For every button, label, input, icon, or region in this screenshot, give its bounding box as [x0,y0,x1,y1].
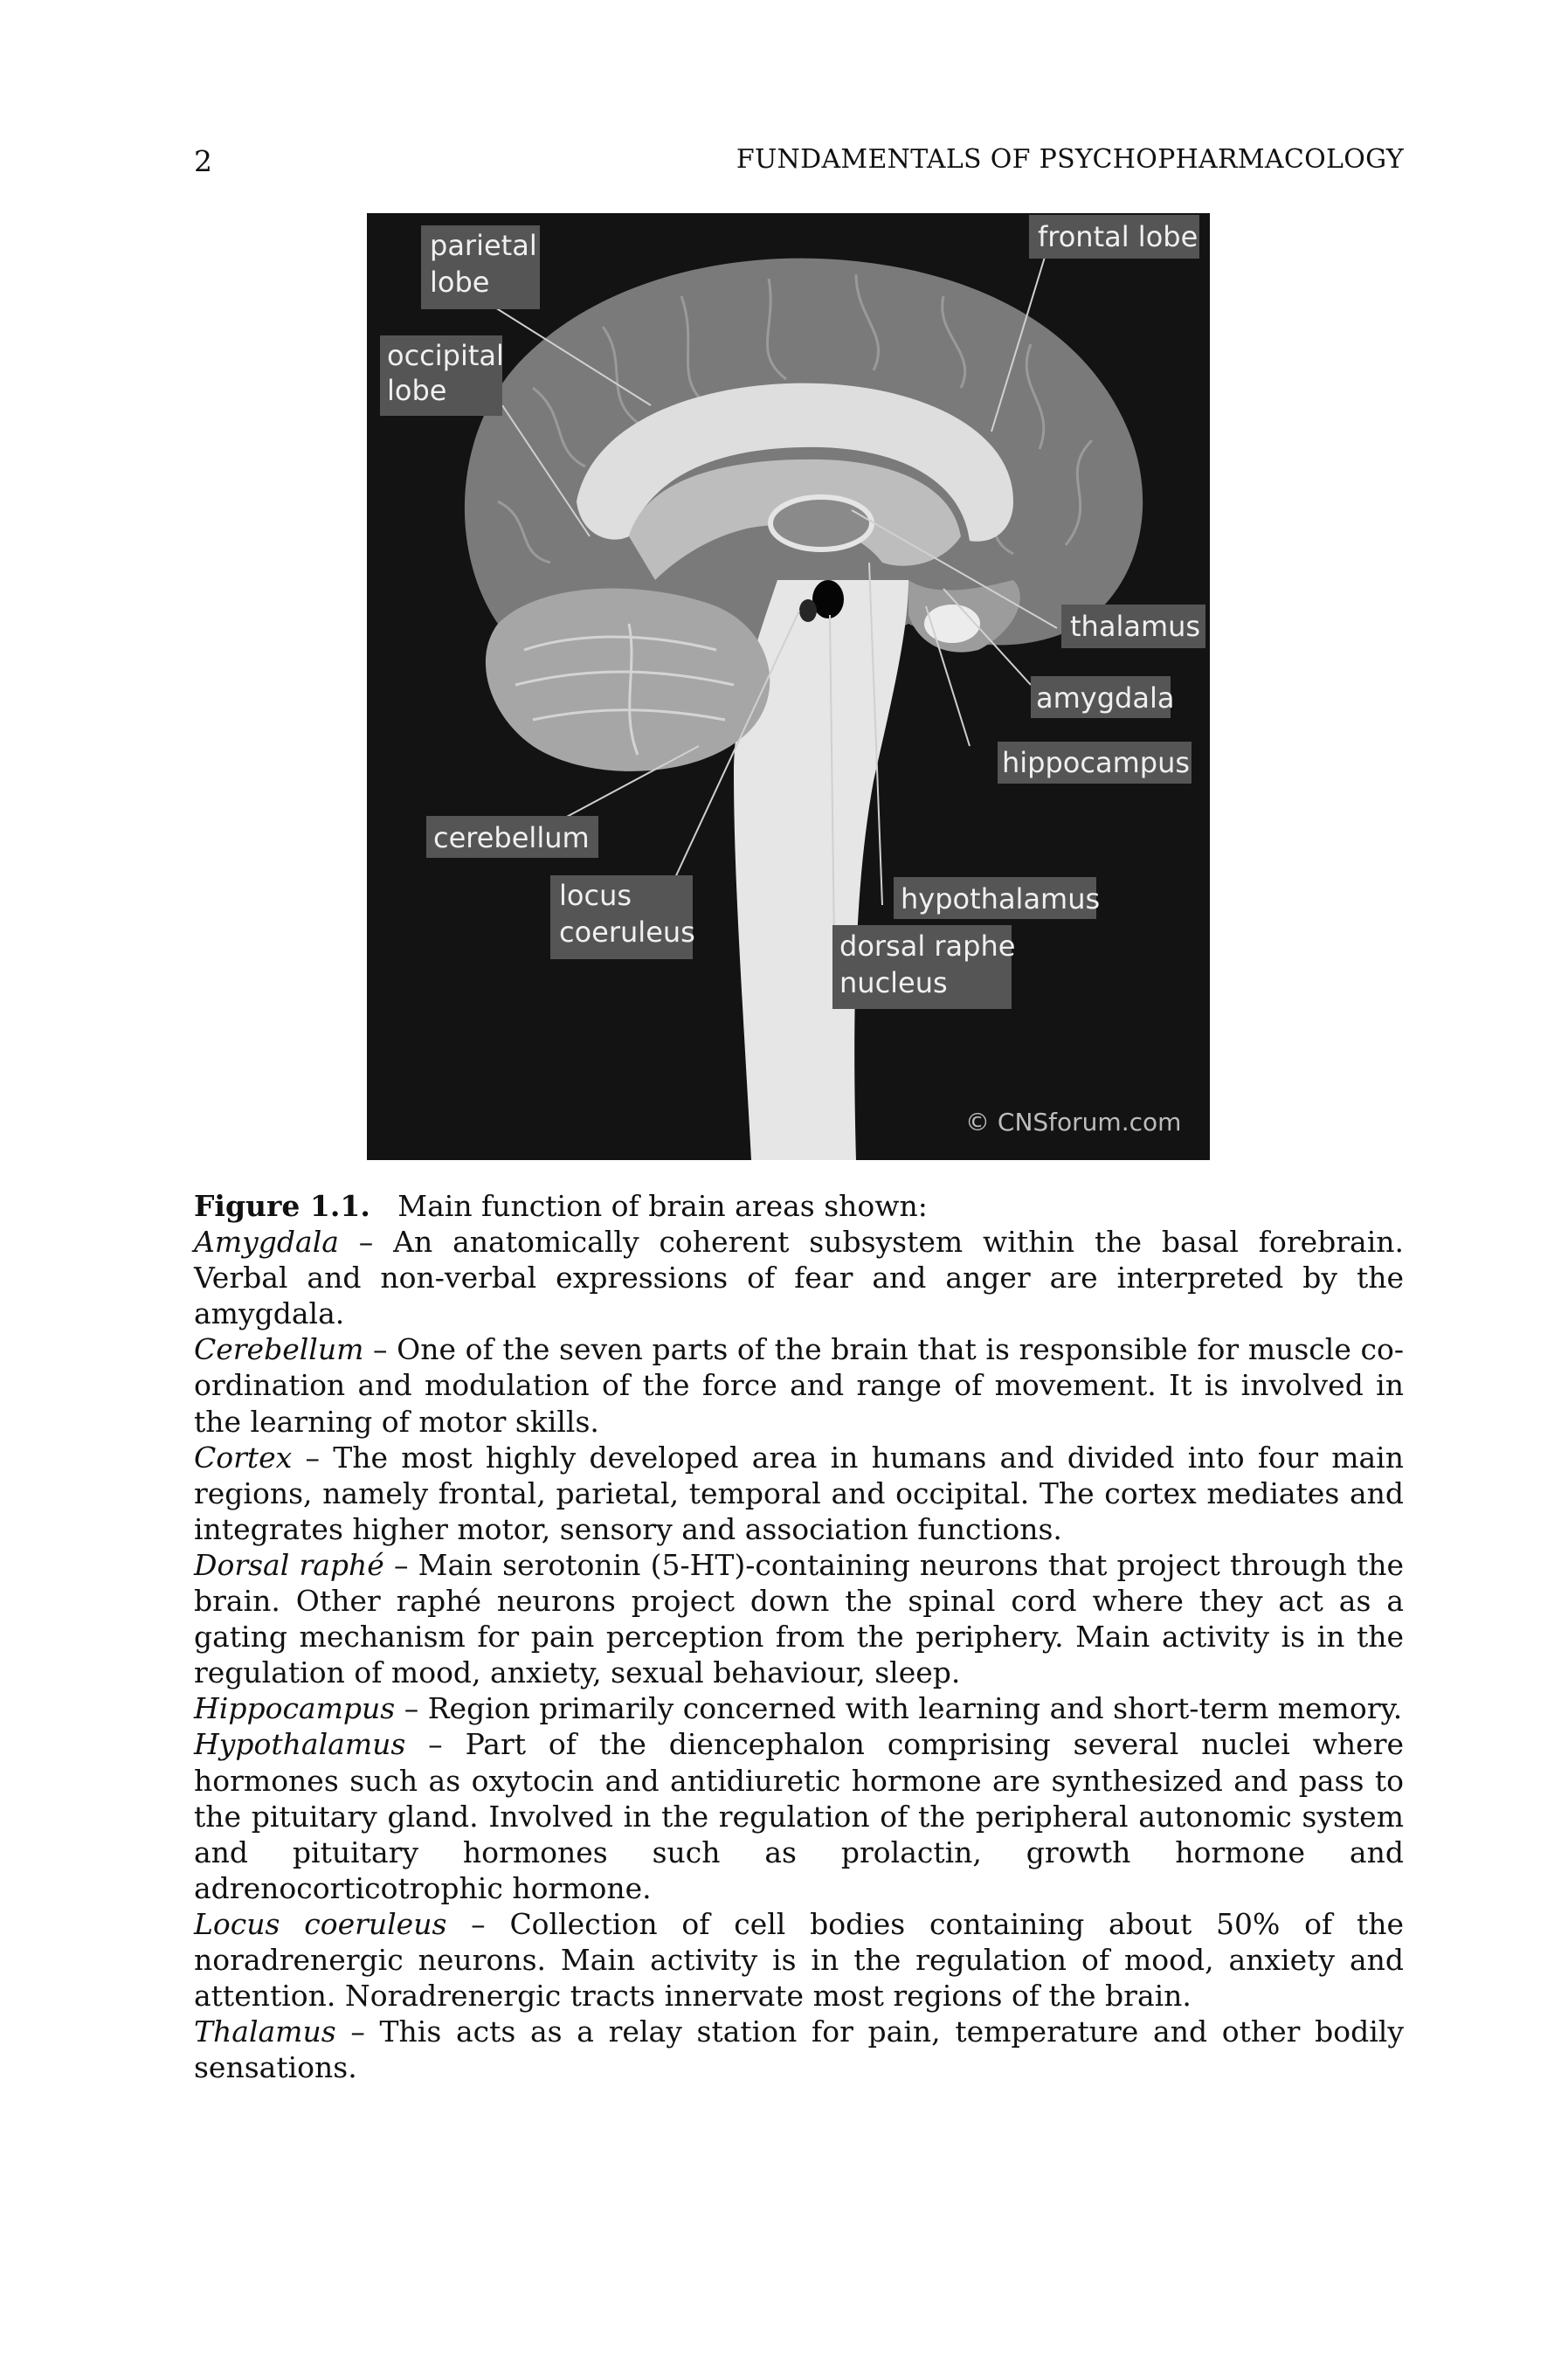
label-locus: locus [559,879,632,912]
entry-term: Cortex [194,1440,293,1475]
label-hypothalamus: hypothalamus [901,882,1101,915]
copyright-text: © CNSforum.com [965,1108,1182,1137]
caption-entry-hypothalamus: Hypothalamus – Part of the diencephalon comprising several nuclei where hormones such as oxytocin and antidiuretic hormone are synthesized and pass to the pituitary gland. Involved in the regulation of the peripheral autonomic system and pituitary hormones such as prolactin, growth hormone and adrenocorticotrophic hormone. [194,1727,1404,1905]
caption-intro-text: Main function of brain areas shown: [397,1189,928,1223]
label-occipital-lobe: lobe [387,374,447,407]
entry-text: The most highly developed area in humans and divided into four main regions, namely frontal, parietal, temporal and occipital. The cortex mediates and integrates higher motor, sensory and association functions. [194,1440,1404,1546]
label-thalamus: thalamus [1070,610,1201,643]
caption-entry-cortex: Cortex – The most highly developed area in humans and divided into four main regions, namely frontal, parietal, temporal and occipital. The cortex mediates and integrates higher motor, sensory and association functions. [194,1440,1404,1546]
label-coeruleus: coeruleus [559,915,695,949]
entry-text: This acts as a relay station for pain, temperature and other bodily sensations. [194,2014,1404,2085]
locus-coeruleus-dot [799,599,817,622]
caption-entry-cerebellum: Cerebellum – One of the seven parts of the brain that is responsible for muscle co-ordination and modulation of the force and range of movement. It is involved in the learning of motor skills. [194,1332,1404,1439]
entry-text: Region primarily concerned with learning and short-term memory. [427,1691,1403,1726]
figure-caption [194,1188,1404,2085]
caption-entry-locus-coeruleus: Locus coeruleus – Collection of cell bodies containing about 50% of the noradrenergic neurons. Main activity is in the regulation of mood, anxiety and attention. Noradrenergic tracts innervate most regions of the brain. [194,1906,1404,2014]
label-occipital: occipital [387,339,504,372]
brain-figure [367,213,1210,1160]
entry-term: Hippocampus [194,1691,396,1726]
entry-term: Cerebellum [194,1332,364,1367]
entry-term: Amygdala [194,1225,339,1260]
label-cerebellum: cerebellum [433,821,590,854]
thalamus-shape [770,497,872,549]
entry-term: Hypothalamus [194,1727,406,1762]
entry-term: Locus coeruleus [194,1906,447,1941]
caption-intro [194,1188,1404,1224]
entry-text: Part of the diencephalon comprising several nuclei where hormones such as oxytocin and antidiuretic hormone are synthesized and pass to the pituitary gland. Involved in the regulation of the peripheral autonomic system and pituitary hormones such as prolactin, growth hormone and adrenocorticotrophic hormone. [194,1727,1404,1905]
entry-text: An anatomically coherent subsystem within the basal forebrain. Verbal and non-verbal expressions of fear and anger are interpreted by the amygdala. [194,1225,1405,1331]
caption-entry-hippocampus: Hippocampus – Region primarily concerned with learning and short-term memory. [194,1691,1403,1726]
dorsal-raphe-dot [812,580,844,618]
caption-entry-dorsal-raphe: Dorsal raphé – Main serotonin (5-HT)-containing neurons that project through the brain. Other raphé neurons project down the spinal cord where they act as a gating mechanism for pain perception from the periphery. Main activity is in the regulation of mood, anxiety, sexual behaviour, sleep. [194,1547,1404,1690]
entry-term: Thalamus [194,2014,336,2049]
label-nucleus: nucleus [839,966,948,999]
figure-label: Figure 1.1. [194,1189,370,1223]
label-parietal: parietal [430,229,537,262]
caption-entry-thalamus: Thalamus – This acts as a relay station for pain, temperature and other bodily sensations. [194,2014,1404,2085]
cerebellum-shape [486,589,770,771]
entry-text: One of the seven parts of the brain that is responsible for muscle co-ordination and modulation of the force and range of movement. It is involved in the learning of motor skills. [194,1332,1404,1439]
label-amygdala: amygdala [1036,681,1175,715]
label-hippocampus: hippocampus [1002,746,1191,779]
entry-term: Dorsal raphé [194,1547,384,1582]
page-number: 2 [194,144,213,178]
caption-entry-amygdala: Amygdala – An anatomically coherent subsystem within the basal forebrain. Verbal and non-verbal expressions of fear and anger are interpreted by the amygdala. [194,1225,1405,1331]
running-title: FUNDAMENTALS OF PSYCHOPHARMACOLOGY [736,144,1404,175]
entry-text: Main serotonin (5-HT)-containing neurons that project through the brain. Other raphé neurons project down the spinal cord where they act as a gating mechanism for pain perception from the periphery. Main activity is in the regulation of mood, anxiety, sexual behaviour, sleep. [194,1547,1404,1690]
label-dorsal-raphe: dorsal raphe [839,929,1016,963]
running-head [194,144,1404,188]
label-parietal-lobe: lobe [430,266,490,299]
label-frontal-lobe: frontal lobe [1038,220,1198,253]
brain-diagram [367,213,1210,1160]
entry-text: Collection of cell bodies containing about 50% of the noradrenergic neurons. Main activity is in the regulation of mood, anxiety and attention. Noradrenergic tracts innervate most regions of the brain. [194,1906,1404,2014]
amygdala-shape [924,605,980,643]
